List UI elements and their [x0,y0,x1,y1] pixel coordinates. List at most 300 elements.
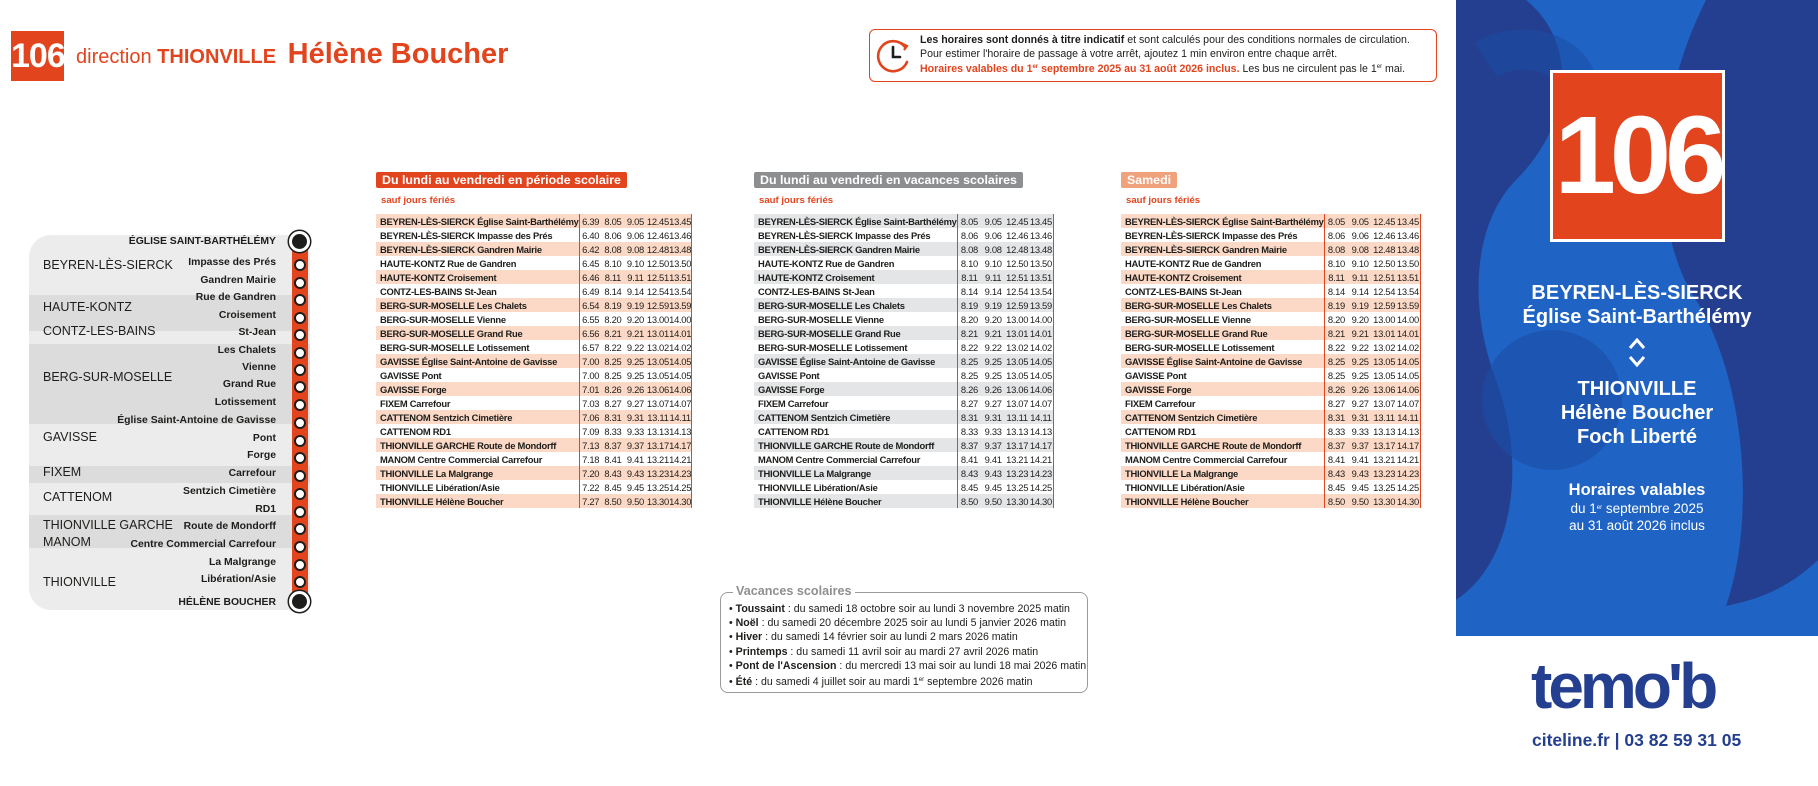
time-cell: 8.22 [604,341,622,353]
time-cell: 9.33 [984,425,1002,437]
holiday-name: Printemps [735,645,788,658]
diagram-stop-label: Libération/Asie [200,574,276,585]
time-cell: 14.05 [1029,369,1052,381]
table-row [1121,410,1420,424]
time-cell: 6.56 [579,326,602,340]
stop-marker [294,312,306,324]
time-cell: 9.05 [624,214,647,228]
table-row [376,452,692,466]
table-row [754,368,1053,382]
time-cell: 14.25 [1396,481,1419,493]
time-cell: 8.27 [604,397,622,409]
holiday-item [729,645,1086,659]
stop-marker [294,541,306,553]
time-cell: 13.45 [669,215,692,227]
time-cell: 13.00 [1373,313,1396,325]
panel-validity-from [1456,501,1818,516]
bullet-icon: • [729,617,736,630]
time-cell: 13.07 [1373,397,1396,409]
table-row [1121,438,1420,452]
time-cell: 14.01 [1029,327,1052,339]
time-cell: 8.22 [1327,341,1345,353]
panel-to-town: THIONVILLE [1577,378,1697,400]
stop-name-cell: MANOM Centre Commercial Carrefour [376,452,579,466]
stop-marker [294,559,306,571]
time-cell: 14.23 [1396,467,1419,479]
time-cell: 9.26 [624,382,647,396]
time-cell: 7.06 [579,410,602,424]
table-row [754,326,1053,340]
time-cell: 8.11 [1324,270,1348,284]
time-cell: 12.46 [646,229,669,241]
diagram-stop-label: Centre Commercial Carrefour [130,539,276,550]
time-cell: 9.11 [624,270,647,284]
diagram-stop-label: Carrefour [228,468,276,479]
stop-marker [294,488,306,500]
time-cell: 9.11 [1348,270,1372,284]
table-row [1121,312,1420,326]
time-cell: 12.48 [1006,243,1029,255]
time-cell: 9.43 [981,466,1005,480]
time-cell: 9.06 [1351,229,1369,241]
time-cell: 14.07 [1029,397,1052,409]
time-cell: 13.05 [1373,355,1396,367]
notice-bold: Les horaires sont donnés à titre indicatif [920,34,1125,46]
holiday-name: Hiver [735,631,763,644]
time-cell: 13.00 [1006,313,1029,325]
time-cell: 14.21 [669,453,692,465]
schedule-notice [869,29,1437,82]
time-cell: 8.14 [604,285,622,297]
time-cell: 6.54 [579,298,602,312]
time-cell: 8.08 [1324,242,1348,256]
time-cell: 14.07 [669,397,692,409]
time-cell: 13.25 [1006,481,1029,493]
time-cell: 13.23 [1006,467,1029,479]
notice-line-3 [920,61,1428,77]
diagram-stop-label: Route de Mondorff [183,521,276,532]
holiday-item [729,616,1086,630]
holiday-item [729,602,1086,616]
stop-name-cell: BERG-SUR-MOSELLE Vienne [376,312,579,326]
stop-marker [294,294,306,306]
time-cell: 8.27 [1327,397,1345,409]
bullet-icon: • [729,603,736,615]
time-cell: 9.41 [626,453,644,465]
stop-name-cell: CATTENOM RD1 [754,424,957,438]
diagram-town: CONTZ-LES-BAINS [43,324,156,338]
time-cell: 8.50 [957,494,981,508]
holiday-name: Toussaint [735,603,785,615]
table-row [754,382,1053,396]
time-cell: 13.30 [1373,495,1396,507]
time-cell: 9.37 [981,438,1005,452]
timetable-title: Samedi [1121,172,1177,188]
time-cell: 7.00 [582,369,600,381]
stop-name-cell: CONTZ-LES-BAINS St-Jean [754,284,957,298]
time-cell: 9.50 [624,494,647,508]
diagram-town: CATTENOM [43,490,113,504]
timetable-subtitle: sauf jours fériés [759,195,834,206]
time-cell: 8.21 [602,326,625,340]
time-cell: 12.46 [1373,229,1396,241]
notice-text-1: et sont calculés pour des conditions normales de circulation. [1124,34,1410,46]
time-cell: 14.23 [1029,467,1052,479]
time-cell: 13.02 [1373,341,1396,353]
table-row [1121,298,1420,312]
diagram-stop-label: Vienne [242,362,276,373]
time-cell: 13.48 [669,243,692,255]
time-cell: 6.42 [579,242,602,256]
stop-name-cell: BEYREN-LÈS-SIERCK Gandren Mairie [1121,242,1324,256]
stop-name-cell: CATTENOM Sentzich Cimetière [376,410,579,424]
time-cell: 8.10 [960,257,978,269]
time-cell: 8.25 [957,354,981,368]
stop-name-cell: BERG-SUR-MOSELLE Lotissement [1121,340,1324,354]
time-cell: 9.33 [1351,425,1369,437]
time-cell: 9.06 [984,229,1002,241]
time-cell: 7.20 [579,466,602,480]
time-cell: 8.14 [960,285,978,297]
time-cell: 12.54 [1373,285,1396,297]
stop-name-cell: BERG-SUR-MOSELLE Les Chalets [376,298,579,312]
table-row [754,214,1053,228]
table-row [1121,396,1420,410]
stop-name-cell: CATTENOM Sentzich Cimetière [754,410,957,424]
table-row [754,298,1053,312]
time-cell: 8.31 [957,410,981,424]
school-holidays-title: Vacances scolaires [733,584,855,598]
time-cell: 12.59 [646,299,669,311]
table-row [376,298,692,312]
table-row [1121,424,1420,438]
time-cell: 12.54 [1006,285,1029,297]
table-row [376,354,692,368]
time-cell: 9.37 [1348,438,1372,452]
stop-name-cell: THIONVILLE GARCHE Route de Mondorff [376,438,579,452]
time-cell: 13.59 [1396,299,1419,311]
time-cell: 13.30 [646,495,669,507]
panel-from-stop: Église Saint-Barthélémy [1522,306,1752,328]
time-cell: 13.30 [1006,495,1029,507]
time-cell: 7.09 [582,425,600,437]
diagram-town: THIONVILLE [43,575,116,589]
table-row [1121,214,1420,228]
diagram-stop-label: Les Chalets [217,345,276,356]
time-cell: 8.11 [957,270,981,284]
time-cell: 12.45 [1006,215,1029,227]
time-cell: 8.26 [1324,382,1348,396]
terminus-marker-end [289,591,310,612]
panel-validity-pre: du 1 [1570,501,1597,516]
diagram-stop-label: Rue de Gandren [195,292,276,303]
time-cell: 13.51 [1396,271,1419,283]
time-cell: 9.20 [984,313,1002,325]
table-row [754,256,1053,270]
time-cell: 13.23 [646,467,669,479]
time-cell: 7.13 [579,438,602,452]
time-cell: 14.01 [1396,327,1419,339]
time-cell: 14.00 [669,313,692,325]
diagram-stop-label: Grand Rue [222,379,276,390]
stop-name-cell: GAVISSE Église Saint-Antoine de Gavisse [376,354,579,368]
time-cell: 9.41 [1351,453,1369,465]
stop-marker [294,506,306,518]
stop-name-cell: HAUTE-KONTZ Rue de Gandren [754,256,957,270]
diagram-town: HAUTE-KONTZ [43,300,132,314]
table-row [754,466,1053,480]
time-cell: 13.05 [1006,355,1029,367]
time-cell: 14.05 [669,369,692,381]
time-cell: 13.06 [646,383,669,395]
panel-from-town: BEYREN-LÈS-SIERCK [1531,282,1743,304]
stop-name-cell: CONTZ-LES-BAINS St-Jean [376,284,579,298]
time-cell: 9.22 [1351,341,1369,353]
time-cell: 8.37 [602,438,625,452]
time-cell: 9.31 [981,410,1005,424]
time-cell: 9.10 [1351,257,1369,269]
table-row [1121,382,1420,396]
stop-name-cell: BEYREN-LÈS-SIERCK Impasse des Prés [1121,228,1324,242]
time-cell: 12.48 [646,243,669,255]
time-cell: 8.22 [960,341,978,353]
table-row [1121,494,1420,508]
time-cell: 8.05 [602,214,625,228]
time-cell: 14.05 [1396,355,1419,367]
time-cell: 13.50 [1029,257,1052,269]
time-cell: 9.21 [981,326,1005,340]
timetable-title: Du lundi au vendredi en période scolaire [376,172,627,188]
table-row [1121,368,1420,382]
temob-logo [1531,650,1751,725]
time-cell: 9.31 [624,410,647,424]
stop-marker [294,329,306,341]
diagram-stop-label: Forge [247,450,276,461]
time-cell: 9.27 [984,397,1002,409]
stop-name-cell: CATTENOM RD1 [376,424,579,438]
terminus-marker-start [289,231,310,252]
direction-city: THIONVILLE [157,46,277,68]
table-row [376,312,692,326]
time-cell: 8.25 [604,369,622,381]
holiday-item [729,630,1086,644]
time-cell: 9.21 [1348,326,1372,340]
time-cell: 9.22 [984,341,1002,353]
stop-name-cell: BERG-SUR-MOSELLE Vienne [1121,312,1324,326]
holiday-item [729,659,1086,673]
time-cell: 13.05 [646,369,669,381]
time-cell: 9.50 [1348,494,1372,508]
time-cell: 12.51 [1373,271,1396,283]
time-cell: 13.13 [1006,425,1029,437]
time-cell: 9.14 [1351,285,1369,297]
time-cell: 12.46 [1006,229,1029,241]
time-cell: 12.48 [1373,243,1396,255]
stop-marker [294,259,306,271]
diagram-stop-label: Sentzich Cimetière [183,486,276,497]
time-cell: 12.51 [1006,271,1029,283]
time-cell: 14.17 [669,439,692,451]
time-cell: 14.21 [1029,453,1052,465]
time-cell: 6.55 [582,313,600,325]
stop-name-cell: HAUTE-KONTZ Rue de Gandren [376,256,579,270]
time-cell: 8.10 [604,257,622,269]
stop-marker [294,381,306,393]
time-cell: 9.20 [1351,313,1369,325]
time-cell: 13.05 [646,355,669,367]
time-cell: 13.17 [646,439,669,451]
time-cell: 8.19 [602,298,625,312]
time-cell: 9.21 [624,326,647,340]
time-cell: 9.25 [624,354,647,368]
time-cell: 13.07 [646,397,669,409]
stop-name-cell: CONTZ-LES-BAINS St-Jean [1121,284,1324,298]
time-cell: 9.25 [981,354,1005,368]
time-cell: 13.46 [1029,229,1052,241]
school-holidays-box [720,584,1088,693]
table-row [376,466,692,480]
time-cell: 6.45 [582,257,600,269]
stop-name-cell: THIONVILLE La Malgrange [376,466,579,480]
time-cell: 7.00 [579,354,602,368]
time-cell: 14.02 [669,341,692,353]
direction-word: direction [76,46,152,68]
time-cell: 9.50 [981,494,1005,508]
table-row [376,424,692,438]
time-cell: 9.33 [626,425,644,437]
time-cell: 8.25 [602,354,625,368]
time-cell: 8.21 [1324,326,1348,340]
table-row [754,312,1053,326]
time-cell: 12.45 [646,215,669,227]
table-row [754,284,1053,298]
time-cell: 13.51 [669,271,692,283]
time-cell: 13.11 [1373,411,1395,423]
time-cell: 6.57 [582,341,600,353]
time-cell: 8.33 [1327,425,1345,437]
time-cell: 8.27 [960,397,978,409]
stop-name-cell: GAVISSE Église Saint-Antoine de Gavisse [754,354,957,368]
stop-name-cell: CATTENOM RD1 [1121,424,1324,438]
time-cell: 14.00 [1396,313,1419,325]
time-cell: 13.17 [1373,439,1396,451]
diagram-town: BERG-SUR-MOSELLE [43,370,173,384]
table-row [754,452,1053,466]
time-cell: 9.25 [984,369,1002,381]
stop-name-cell: THIONVILLE GARCHE Route de Mondorff [1121,438,1324,452]
time-cell: 12.45 [1373,215,1396,227]
stop-name-cell: BEYREN-LÈS-SIERCK Impasse des Prés [754,228,957,242]
bullet-icon: • [729,645,736,658]
notice-line-2: Pour estimer l'horaire de passage à votre arrêt, ajoutez 1 min environ entre chaque arrêt. [920,47,1338,60]
time-cell: 14.23 [669,467,692,479]
time-cell: 14.25 [669,481,692,493]
time-cell: 14.05 [1029,355,1052,367]
time-cell: 13.45 [1396,215,1419,227]
time-cell: 7.27 [579,494,602,508]
time-cell: 13.05 [1006,369,1029,381]
stop-name-cell: THIONVILLE GARCHE Route de Mondorff [754,438,957,452]
panel-validity-title: Horaires valables [1568,481,1706,499]
time-cell: 13.45 [1029,215,1052,227]
time-cell: 9.10 [984,257,1002,269]
time-cell: 13.00 [646,313,669,325]
time-cell: 8.26 [957,382,981,396]
table-row [1121,270,1420,284]
time-cell: 14.05 [669,355,692,367]
diagram-town: BEYREN-LÈS-SIERCK [43,258,173,272]
table-row [376,326,692,340]
time-cell: 9.14 [626,285,644,297]
table-row [376,270,692,284]
time-cell: 8.06 [604,229,622,241]
stop-name-cell: BERG-SUR-MOSELLE Grand Rue [1121,326,1324,340]
direction-heading [76,38,508,71]
stop-marker [294,452,306,464]
table-row [376,228,692,242]
time-cell: 14.11 [669,411,691,423]
stop-name-cell: FIXEM Carrefour [376,396,579,410]
time-cell: 8.08 [957,242,981,256]
panel-validity-post: septembre 2025 [1602,501,1704,516]
stop-name-cell: THIONVILLE La Malgrange [1121,466,1324,480]
time-cell: 13.01 [1006,327,1029,339]
diagram-town: GAVISSE [43,430,97,444]
stop-marker [294,523,306,535]
timetable [1121,214,1421,508]
panel-to-stop-1: Hélène Boucher [1560,402,1714,424]
time-cell: 9.06 [626,229,644,241]
time-cell: 14.06 [1029,383,1052,395]
time-cell: 8.43 [602,466,625,480]
stop-name-cell: GAVISSE Pont [1121,368,1324,382]
table-row [754,438,1053,452]
stop-name-cell: MANOM Centre Commercial Carrefour [1121,452,1324,466]
time-cell: 9.14 [984,285,1002,297]
stop-name-cell: BEYREN-LÈS-SIERCK Gandren Mairie [376,242,579,256]
stop-name-cell: BERG-SUR-MOSELLE Lotissement [754,340,957,354]
line-number-badge: 106 [11,31,64,81]
time-cell: 12.51 [646,271,669,283]
time-cell: 12.54 [646,285,669,297]
diagram-town: MANOM [43,535,91,549]
stop-name-cell: GAVISSE Forge [376,382,579,396]
holiday-sup: er [918,677,925,684]
time-cell: 14.02 [1029,341,1052,353]
table-row [1121,480,1420,494]
time-cell: 14.11 [1030,411,1052,423]
time-cell: 9.43 [1348,466,1372,480]
time-cell: 8.41 [1327,453,1345,465]
bullet-icon: • [729,659,736,672]
time-cell: 14.07 [1396,397,1419,409]
table-row [1121,256,1420,270]
time-cell: 14.17 [1396,439,1419,451]
time-cell: 9.27 [1351,397,1369,409]
time-cell: 13.06 [1373,383,1396,395]
time-cell: 8.45 [604,481,622,493]
time-cell: 9.45 [1351,481,1369,493]
time-cell: 13.21 [1373,453,1396,465]
time-cell: 13.50 [669,257,692,269]
time-cell: 9.45 [626,481,644,493]
time-cell: 8.05 [957,214,981,228]
time-cell: 13.11 [1006,411,1028,423]
time-cell: 8.06 [1327,229,1345,241]
diagram-stop-label: Impasse des Prés [188,257,276,268]
time-cell: 9.05 [1348,214,1372,228]
time-cell: 9.19 [1348,298,1372,312]
